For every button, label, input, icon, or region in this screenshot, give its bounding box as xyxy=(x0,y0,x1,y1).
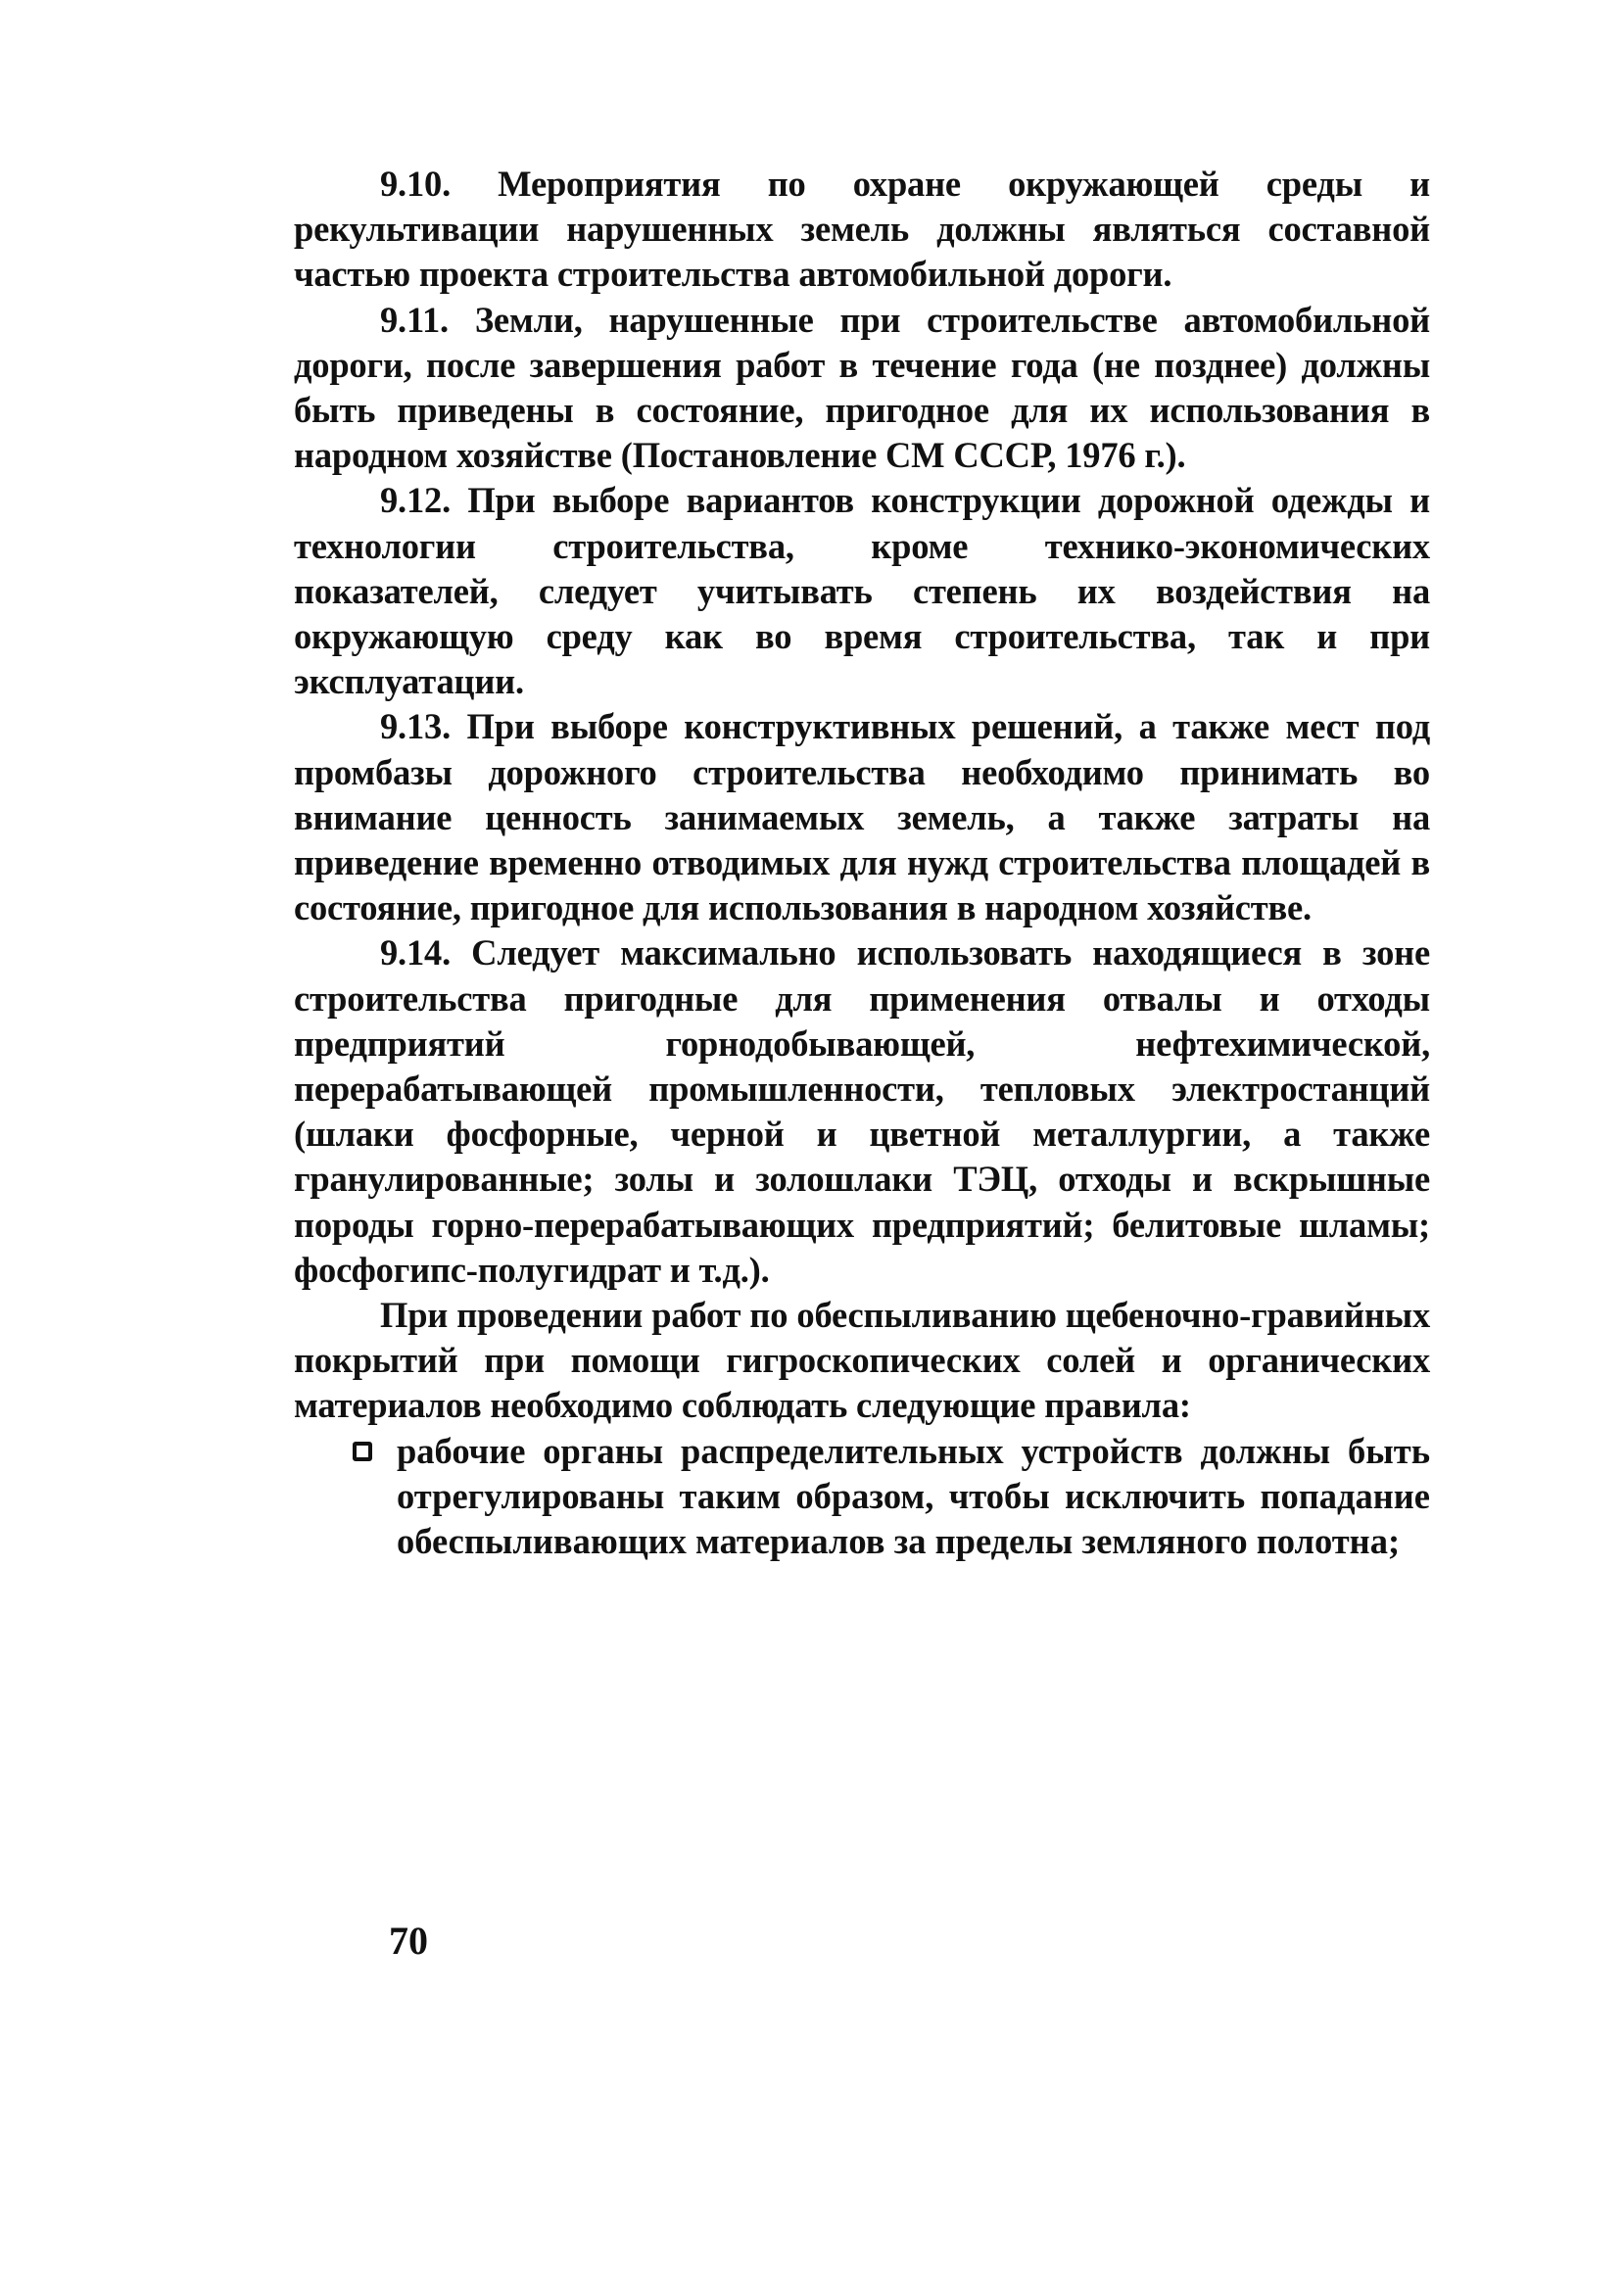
bullet-item xyxy=(294,1429,1430,1565)
paragraph-9-13: 9.13. При выборе конструктивных решений, а также мест под промбазы дорожного строительства необходимо принимать во внимание ценность занимаемых земель, а также затраты на приведение временно отводимых для нужд строительства площадей в состояние, пригодное для использования в народном хозяйстве. xyxy=(294,706,1430,928)
bullet-item-text: рабочие органы распределительных устройств должны быть отрегулированы таким образом, чтобы исключить попадание обеспыливающих материалов за пределы земляного полотна; xyxy=(397,1430,1430,1562)
page-number: 70 xyxy=(389,1919,428,1963)
paragraph-9-14: 9.14. Следует максимально использовать находящиеся в зоне строительства пригодные для применения отвалы и отходы предприятий горнодобывающей, нефтехимической, перерабатывающей промышленности, тепловых электростанций (шлаки фосфорные, черной и цветной металлургии, а также гранулированные; золы и золошлаки ТЭЦ, отходы и вскрышные породы горно-перерабатывающих предприятий; белитовые шламы; фосфогипс-полугидрат и т.д.). xyxy=(294,932,1430,1290)
paragraph-9-10: 9.10. Мероприятия по охране окружающей среды и рекультивации нарушенных земель должны являться составной частью проекта строительства автомобильной дороги. xyxy=(294,164,1430,295)
document-page xyxy=(294,162,1430,1564)
paragraph-dust-control-rules: При проведении работ по обеспыливанию щебеночно-гравийных покрытий при помощи гигроскопических солей и органических материалов необходимо соблюдать следующие правила: xyxy=(294,1295,1430,1426)
square-bullet-icon xyxy=(353,1442,372,1461)
paragraph-9-11: 9.11. Земли, нарушенные при строительстве автомобильной дороги, после завершения работ в течение года (не позднее) должны быть приведены в состояние, пригодное для их использования в народном хозяйстве (Постановление СМ СССР, 1976 г.). xyxy=(294,299,1430,476)
paragraph-9-12: 9.12. При выборе вариантов конструкции дорожной одежды и технологии строительства, кроме технико-экономических показателей, следует учитывать степень их воздействия на окружающую среду как во время строительства, так и при эксплуатации. xyxy=(294,480,1430,702)
